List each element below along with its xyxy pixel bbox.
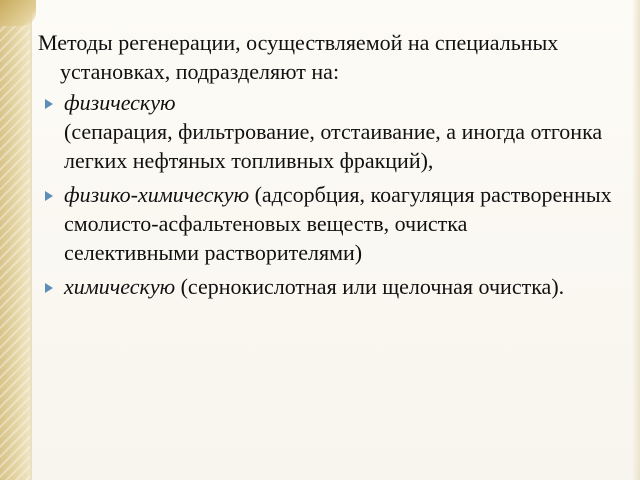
description-physical: (сепарация, фильтрование, отстаивание, а иногда отгонка легких нефтяных топливных фракций),: [64, 119, 603, 173]
decorative-strip-edge: [30, 0, 32, 480]
slide-content: [38, 28, 618, 306]
term-physical: физическую: [64, 90, 176, 115]
term-physicochemical: физико-химическую: [64, 182, 250, 207]
term-chemical: химическую: [64, 274, 176, 299]
list-item-physicochemical: [38, 180, 618, 267]
description-physicochemical-cont: селективными растворителями): [64, 240, 363, 265]
description-physicochemical: (адсорбция, коагуляция растворенных смолисто-асфальтеновых веществ, очистка: [64, 182, 612, 236]
bullet-icon: [45, 99, 53, 109]
decorative-corner: [0, 0, 36, 26]
list-item-chemical: [38, 272, 618, 301]
intro-text: Методы регенерации, осуществляемой на специальных установках, подразделяют на:: [38, 30, 559, 84]
bullet-icon: [45, 191, 53, 201]
decorative-right-shade: [632, 0, 640, 480]
list-item-physical: [38, 88, 618, 175]
decorative-left-strip: [0, 0, 30, 480]
regeneration-methods-list: [38, 88, 618, 301]
bullet-icon: [45, 283, 53, 293]
description-chemical: (сернокислотная или щелочная очистка).: [180, 274, 565, 299]
